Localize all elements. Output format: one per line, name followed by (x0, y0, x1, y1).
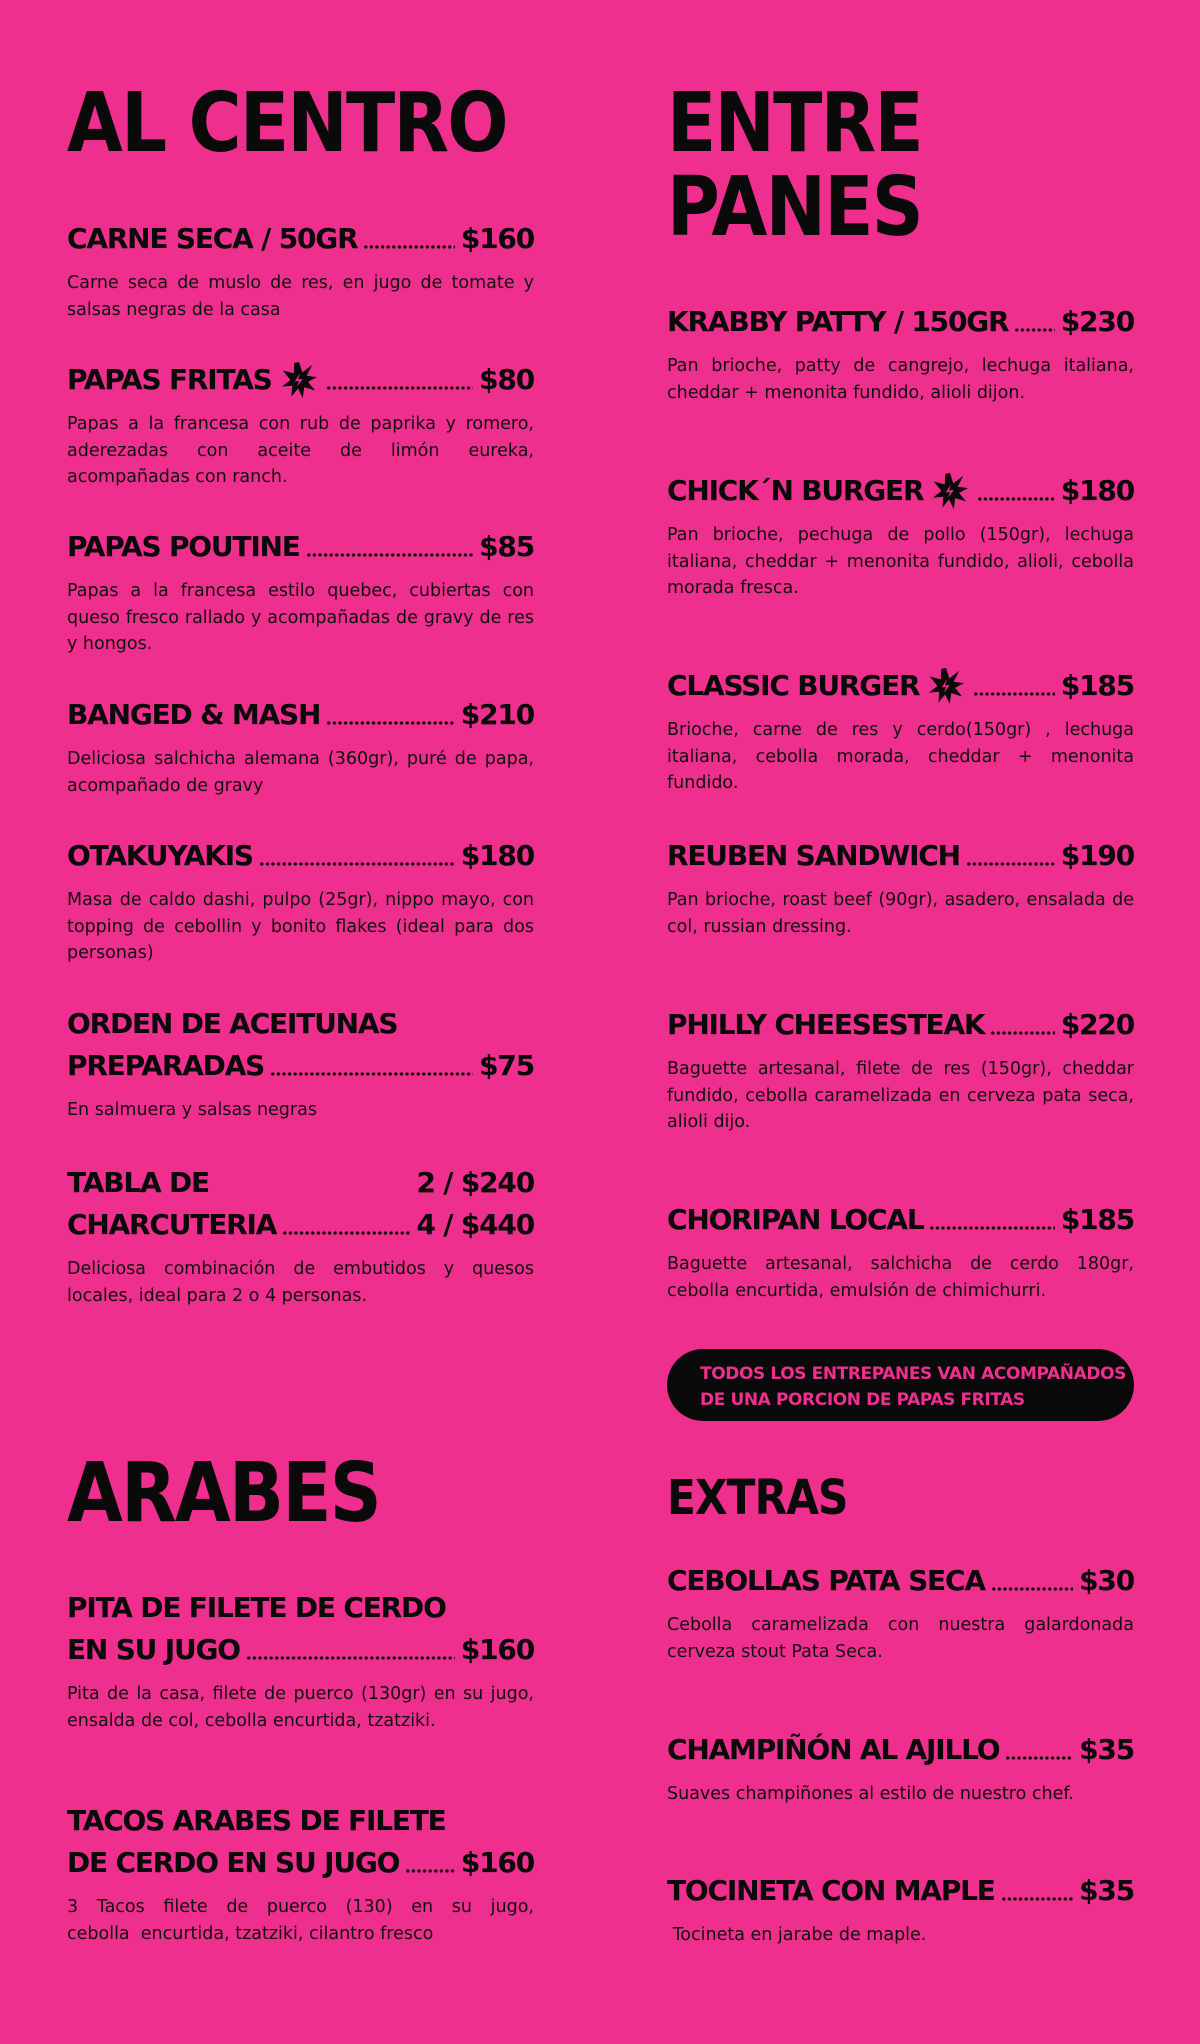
dot-leader (966, 861, 1055, 867)
notice-line2: DE UNA PORCION DE PAPAS FRITAS (700, 1390, 1025, 1410)
dot-leader (363, 244, 454, 250)
item-description: Suaves champiñones al estilo de nuestro chef. (667, 1784, 1074, 1804)
item-description: Baguette artesanal, filete de res (150gr), cheddar fundido, cebolla caramelizada en cerveza pata seca, alioli dijo. (667, 1059, 1134, 1132)
star-burst-icon (927, 667, 965, 705)
item-name: EN SU JUGO (67, 1633, 240, 1666)
item-price-large: 4 / $440 (416, 1208, 534, 1241)
item-name: CLASSIC BURGER (667, 669, 920, 702)
menu-item-tacos-arabes (67, 1800, 585, 1947)
item-name: PHILLY CHEESESTEAK (667, 1008, 985, 1041)
item-name-line1: TABLA DE (67, 1166, 209, 1199)
dot-leader (306, 552, 473, 558)
item-name: CHICK´N BURGER (667, 474, 924, 507)
menu-item-otakuyakis (67, 835, 534, 967)
item-name: DE CERDO EN SU JUGO (67, 1846, 400, 1879)
notice-line1: TODOS LOS ENTREPANES VAN ACOMPAÑADOS (700, 1364, 1126, 1384)
section-title-al-centro: AL CENTRO (67, 76, 507, 171)
item-name: CHAMPIÑÓN AL AJILLO (667, 1733, 1000, 1766)
menu-item-classic-burger (667, 665, 1134, 797)
item-price: $75 (479, 1049, 534, 1082)
item-price: $160 (460, 1846, 534, 1879)
dot-leader (259, 861, 455, 867)
menu-item-pita (67, 1587, 534, 1734)
item-description: Deliciosa salchicha alemana (360gr), puré de papa, acompañado de gravy (67, 749, 534, 796)
item-price: $160 (460, 222, 534, 255)
menu-item-papas-poutine (67, 526, 534, 658)
item-name: OTAKUYAKIS (67, 839, 253, 872)
item-description: En salmuera y salsas negras (67, 1100, 317, 1120)
item-price: $160 (460, 1633, 534, 1666)
item-price: $220 (1060, 1008, 1134, 1041)
item-price-small: 2 / $240 (416, 1166, 534, 1199)
item-description: Baguette artesanal, salchicha de cerdo 180gr, cebolla encurtida, emulsión de chimichurri. (667, 1254, 1134, 1301)
item-name: KRABBY PATTY / 150GR (667, 305, 1009, 338)
item-description: Pan brioche, patty de cangrejo, lechuga italiana, cheddar + menonita fundido, alioli dijon. (667, 356, 1134, 403)
dot-leader (326, 385, 474, 391)
item-name: CHORIPAN LOCAL (667, 1203, 924, 1236)
menu-item-carne-seca (67, 218, 534, 323)
item-description: 3 Tacos filete de puerco (130) en su jugo, cebolla encurtida, tzatziki, cilantro fresco (67, 1897, 585, 1944)
item-price: $185 (1060, 669, 1134, 702)
item-price: $180 (1060, 474, 1134, 507)
dot-leader (991, 1586, 1073, 1592)
item-description: Pita de la casa, filete de puerco (130gr) en su jugo, ensalda de col, cebolla encurtida, tzatziki. (67, 1684, 534, 1731)
item-name: REUBEN SANDWICH (667, 839, 960, 872)
item-description: Cebolla caramelizada con nuestra galardonada cerveza stout Pata Seca. (667, 1615, 1134, 1662)
menu-item-aceitunas (67, 1003, 534, 1124)
menu-item-papas-fritas (67, 359, 534, 491)
fries-notice-badge (667, 1349, 1134, 1421)
dot-leader (973, 691, 1055, 697)
item-price: $35 (1079, 1874, 1134, 1907)
dot-leader (977, 496, 1055, 502)
item-name: BANGED & MASH (67, 698, 321, 731)
item-price: $230 (1060, 305, 1134, 338)
section-title-arabes: ARABES (67, 1446, 380, 1541)
item-name-line1: TACOS ARABES DE FILETE (67, 1804, 446, 1837)
item-description: Tocineta en jarabe de maple. (667, 1925, 927, 1945)
menu-item-champinon-al-ajillo (667, 1729, 1134, 1808)
item-price: $35 (1079, 1733, 1134, 1766)
menu-item-charcuteria (67, 1162, 534, 1309)
item-name: CEBOLLAS PATA SECA (667, 1564, 985, 1597)
menu-item-banged-mash (67, 694, 534, 799)
menu-item-cebollas-pata-seca (667, 1560, 1134, 1665)
menu-item-philly-cheesesteak (667, 1004, 1134, 1136)
item-name: PAPAS FRITAS (67, 363, 272, 396)
dot-leader (326, 720, 455, 726)
item-price: $80 (479, 363, 534, 396)
dot-leader (990, 1030, 1054, 1036)
item-price: $30 (1079, 1564, 1134, 1597)
item-name-line1: ORDEN DE ACEITUNAS (67, 1007, 398, 1040)
item-description: Masa de caldo dashi, pulpo (25gr), nippo mayo, con topping de cebollin y bonito flakes (ideal para dos personas) (67, 890, 534, 963)
menu-item-chickn-burger (667, 470, 1134, 602)
item-description: Brioche, carne de res y cerdo(150gr) , lechuga italiana, cebolla morada, cheddar + menonita fundido. (667, 720, 1134, 793)
dot-leader (929, 1225, 1054, 1231)
item-name: PAPAS POUTINE (67, 530, 300, 563)
item-price: $210 (460, 698, 534, 731)
dot-leader (1001, 1896, 1073, 1902)
item-price: $180 (460, 839, 534, 872)
menu-item-krabby-patty (667, 301, 1134, 406)
item-description: Pan brioche, roast beef (90gr), asadero, ensalada de col, russian dressing. (667, 890, 1134, 937)
section-title-extras: EXTRAS (667, 1470, 848, 1526)
item-name: CHARCUTERIA (67, 1208, 277, 1241)
section-title-entre-panes (667, 76, 957, 255)
title-line-panes: PANES (667, 160, 922, 255)
dot-leader (1014, 327, 1054, 333)
item-description: Papas a la francesa estilo quebec, cubiertas con queso fresco rallado y acompañadas de gravy de res y hongos. (67, 581, 534, 654)
item-name: TOCINETA CON MAPLE (667, 1874, 995, 1907)
title-line-entre: ENTRE (667, 76, 922, 171)
item-description: Pan brioche, pechuga de pollo (150gr), lechuga italiana, cheddar + menonita fundido, alioli, cebolla morada fresca. (667, 525, 1134, 598)
item-price: $85 (479, 530, 534, 563)
star-burst-icon (280, 361, 318, 399)
menu-item-choripan-local (667, 1199, 1134, 1304)
dot-leader (1005, 1755, 1073, 1761)
menu-item-tocineta-con-maple (667, 1870, 1134, 1949)
item-description: Deliciosa combinación de embutidos y quesos locales, ideal para 2 o 4 personas. (67, 1259, 534, 1306)
item-description: Carne seca de muslo de res, en jugo de tomate y salsas negras de la casa (67, 273, 534, 320)
menu-item-reuben-sandwich (667, 835, 1134, 940)
dot-leader (282, 1230, 410, 1236)
item-price: $190 (1060, 839, 1134, 872)
item-price: $185 (1060, 1203, 1134, 1236)
dot-leader (405, 1868, 455, 1874)
star-burst-icon (931, 472, 969, 510)
item-name: CARNE SECA / 50GR (67, 222, 358, 255)
item-description: Papas a la francesa con rub de paprika y romero, aderezadas con aceite de limón eureka, acompañadas con ranch. (67, 414, 534, 487)
dot-leader (270, 1071, 473, 1077)
item-name-line1: PITA DE FILETE DE CERDO (67, 1591, 446, 1624)
item-name: PREPARADAS (67, 1049, 265, 1082)
dot-leader (246, 1655, 455, 1661)
